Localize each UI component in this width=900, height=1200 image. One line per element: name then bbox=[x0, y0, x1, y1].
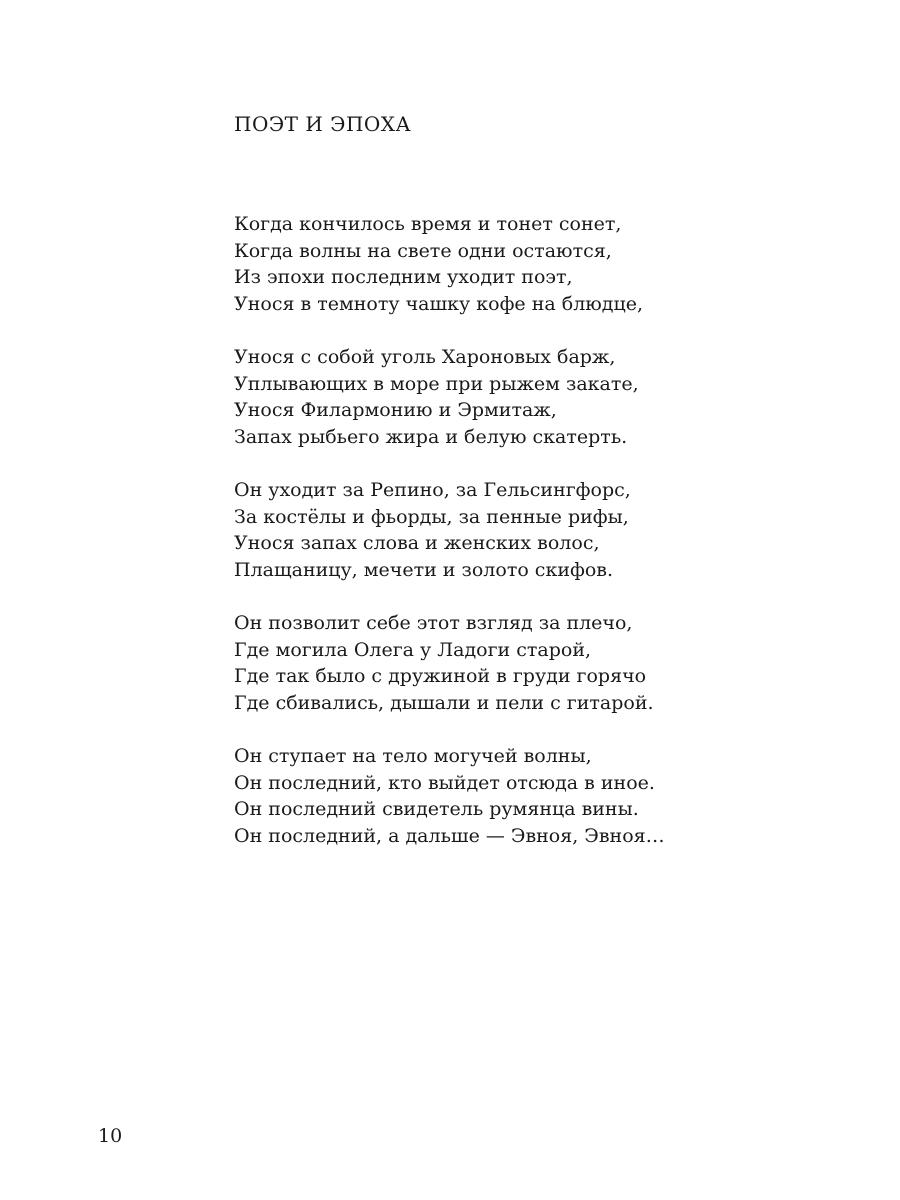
poem-line: Унося в темноту чашку кофе на блюдце, bbox=[234, 292, 644, 315]
poem-line: Запах рыбьего жира и белую скатерть. bbox=[234, 425, 628, 448]
poem-line: Когда кончилось время и тонет сонет, bbox=[234, 213, 622, 235]
stanza-4 bbox=[234, 610, 854, 716]
stanza-5 bbox=[234, 743, 854, 849]
poem-body bbox=[234, 211, 854, 876]
poem-line: Он последний, а дальше — Эвноя, Эвноя… bbox=[234, 824, 665, 847]
page-number: 10 bbox=[98, 1125, 123, 1147]
stanza-2 bbox=[234, 344, 854, 450]
stanza-3 bbox=[234, 477, 854, 583]
poem-line: Уплывающих в море при рыжем закате, bbox=[234, 372, 639, 395]
poem-line: Когда волны на свете одни остаются, bbox=[234, 239, 612, 262]
poem-title: ПОЭТ И ЭПОХА bbox=[234, 112, 412, 136]
poem-line: Где могила Олега у Ладоги старой, bbox=[234, 638, 592, 661]
poem-line: Где сбивались, дышали и пели с гитарой. bbox=[234, 691, 654, 714]
poem-line: Он позволит себе этот взгляд за плечо, bbox=[234, 612, 633, 634]
poem-line: Он последний свидетель румянца вины. bbox=[234, 798, 639, 820]
poem-line: Он последний, кто выйдет отсюда в иное. bbox=[234, 771, 655, 794]
poem-line: Он уходит за Репино, за Гельсингфорс, bbox=[234, 479, 631, 501]
poem-line: Плащаницу, мечети и золото скифов. bbox=[234, 558, 614, 581]
poem-line: Где так было с дружиной в груди горячо bbox=[234, 665, 647, 687]
poem-line: Унося Филармонию и Эрмитаж, bbox=[234, 399, 557, 421]
poem-line: Унося с собой уголь Хароновых барж, bbox=[234, 346, 616, 368]
poem-line: Унося запах слова и женских волос, bbox=[234, 532, 600, 554]
poem-line: Из эпохи последним уходит поэт, bbox=[234, 266, 573, 288]
poem-line: За костёлы и фьорды, за пенные рифы, bbox=[234, 505, 629, 528]
poem-line: Он ступает на тело могучей волны, bbox=[234, 745, 592, 767]
stanza-1 bbox=[234, 211, 854, 317]
